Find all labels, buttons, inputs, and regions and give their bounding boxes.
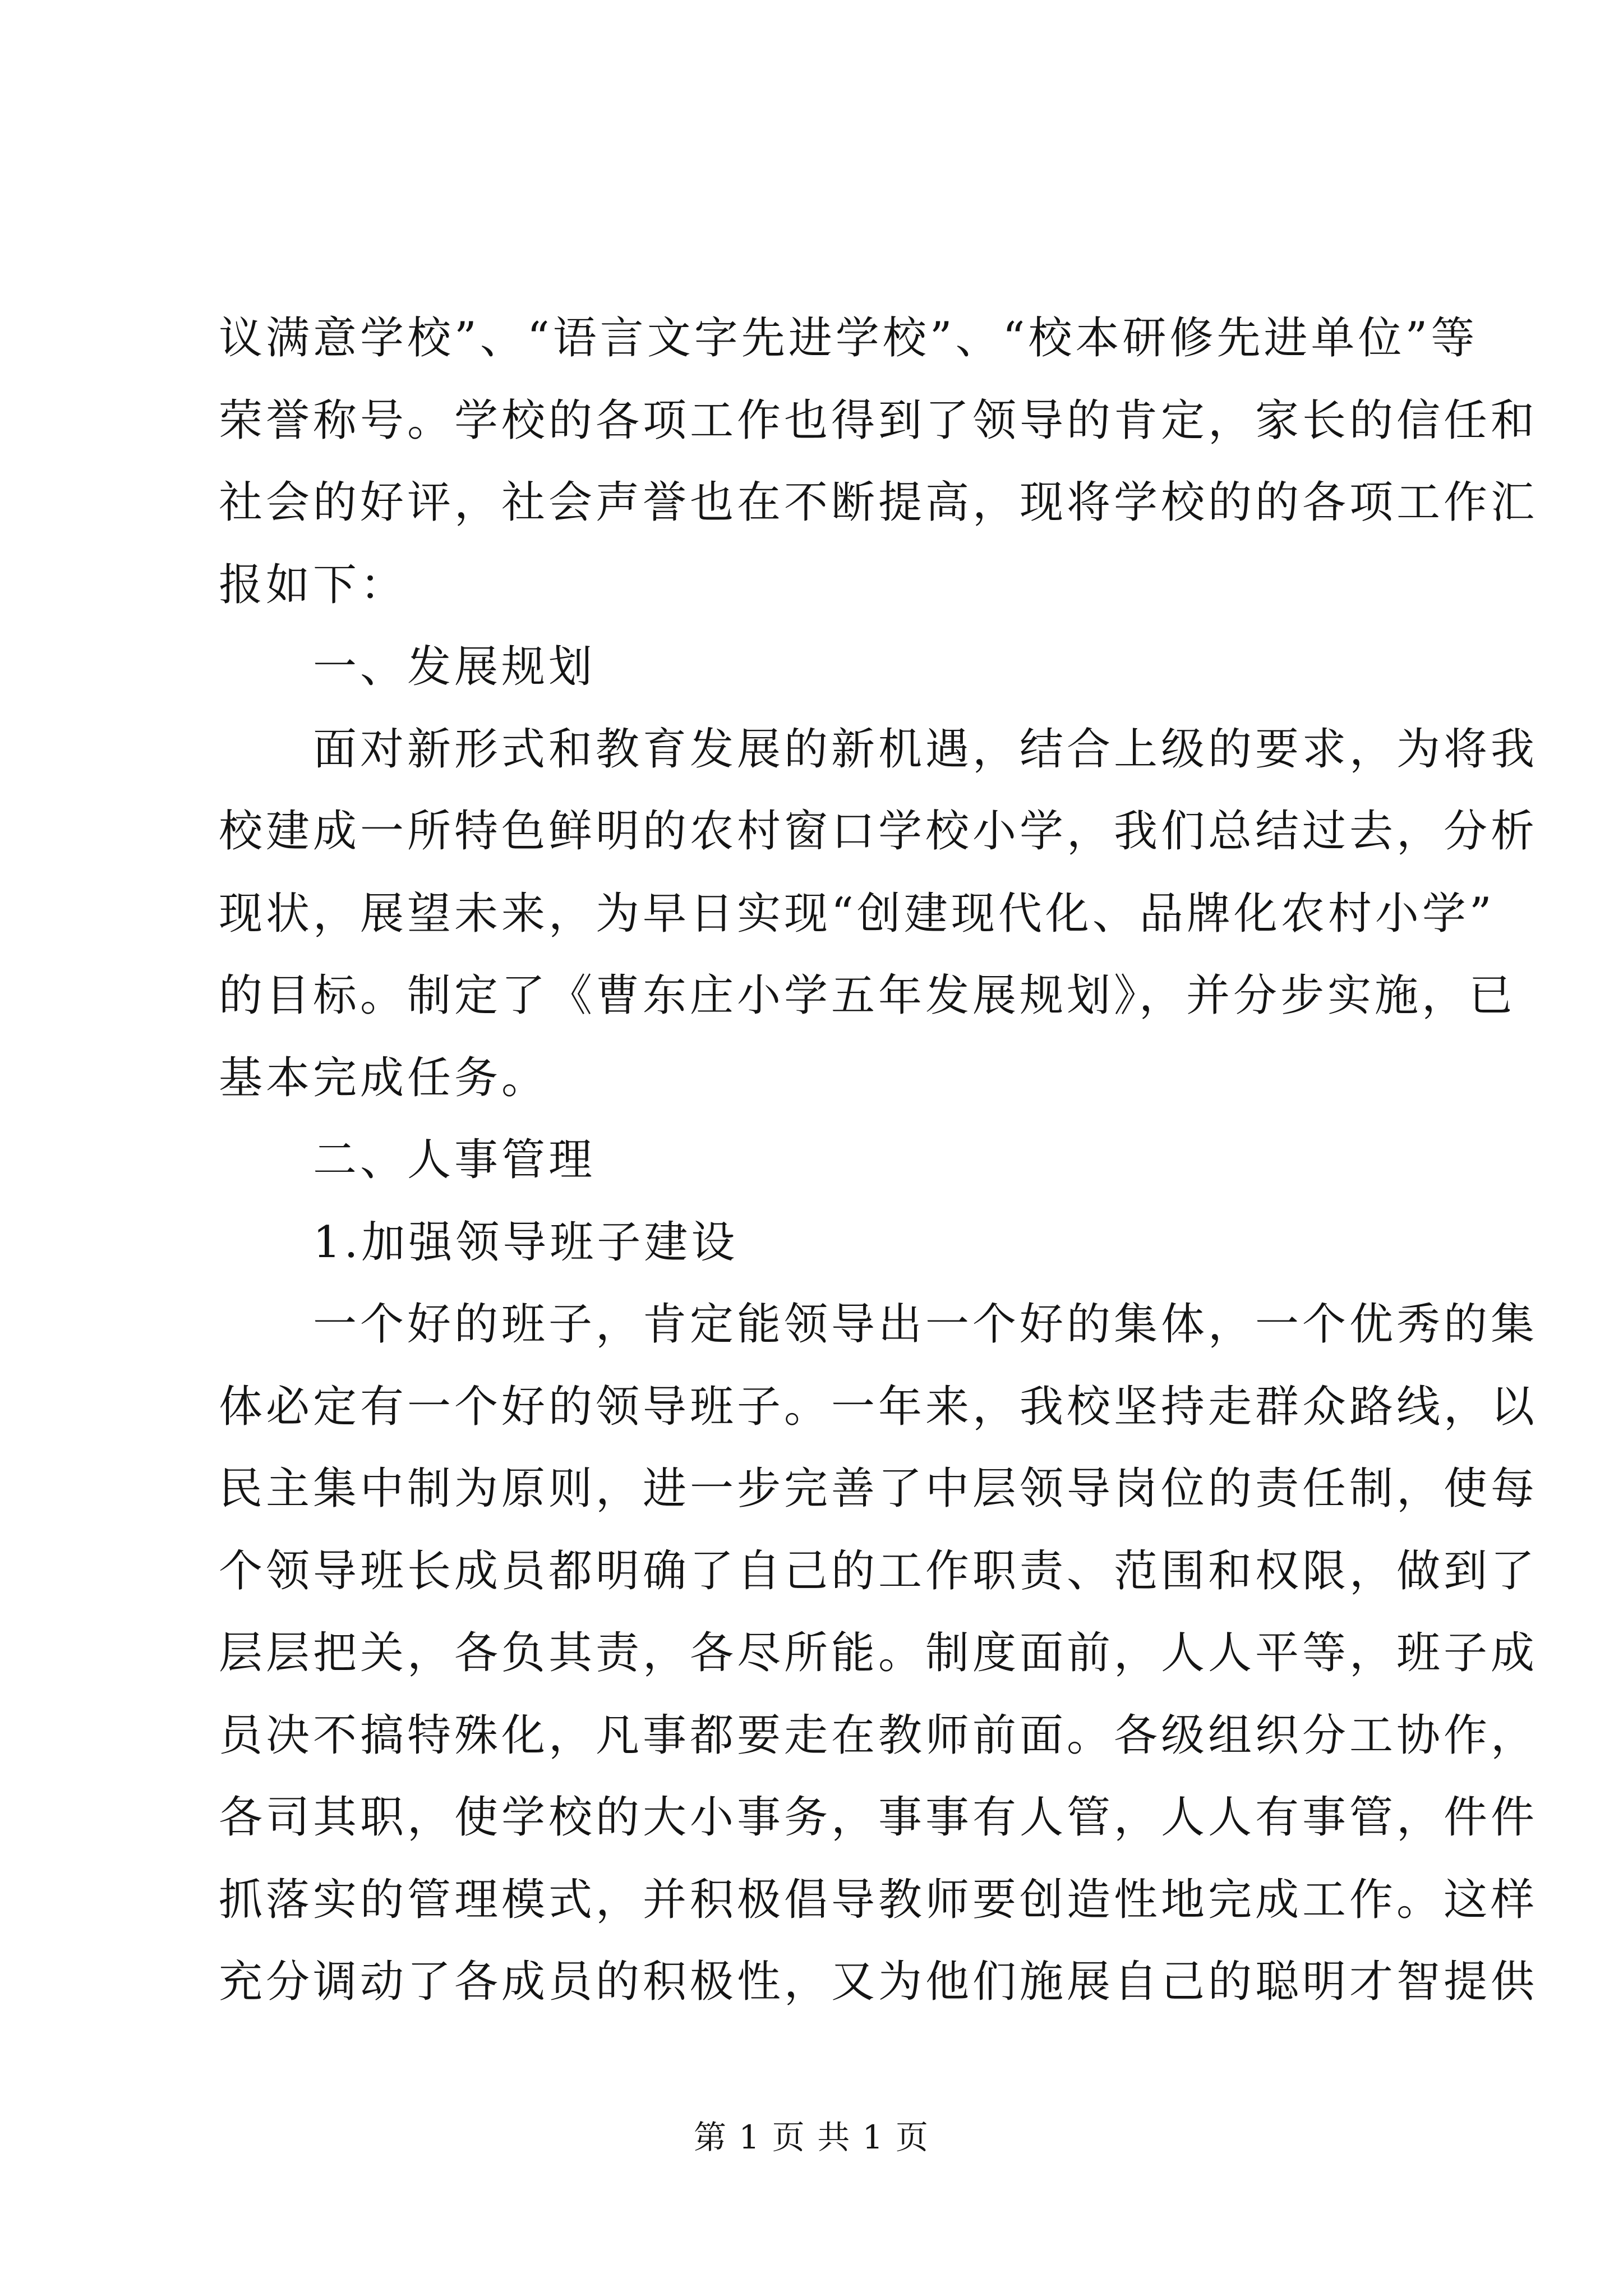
text-line: 议满意学校”、“语言文字先进学校”、“校本研修先进单位”等 (219, 313, 1478, 364)
page-number: 第 1 页 共 1 页 (694, 2118, 929, 2156)
text-line: 荣誉称号。学校的各项工作也得到了领导的肯定，家长的信任和 (219, 395, 1538, 446)
text-line: 个领导班长成员都明确了自己的工作职责、范围和权限，做到了 (219, 1545, 1538, 1596)
heading-text: 1.加强领导班子建设 (313, 1217, 739, 1268)
text-line: 充分调动了各成员的积极性，又为他们施展自己的聪明才智提供 (219, 1957, 1538, 2007)
page-footer (0, 2115, 1623, 2160)
section-heading-personnel (219, 1119, 1416, 1202)
paragraph-leadership (219, 1283, 1538, 2023)
text-line: 抓落实的管理模式，并积极倡导教师要创造性地完成工作。这样 (219, 1874, 1538, 1925)
text-line: 基本完成任务。 (219, 1052, 549, 1103)
text-line: 层层把关，各负其责，各尽所能。制度面前，人人平等，班子成 (219, 1628, 1538, 1678)
text-line: 员决不搞特殊化，凡事都要走在教师前面。各级组织分工协作， (219, 1710, 1538, 1761)
text-line: 报如下： (219, 559, 408, 610)
text-line: 社会的好评，社会声誉也在不断提高，现将学校的的各项工作汇 (219, 477, 1538, 528)
text-line: 体必定有一个好的领导班子。一年来，我校坚持走群众路线，以 (219, 1381, 1538, 1432)
heading-text: 一、发展规划 (313, 642, 596, 692)
paragraph-intro (219, 297, 1538, 626)
section-heading-development-plan (219, 626, 1416, 708)
text-line: 一个好的班子，肯定能领导出一个好的集体，一个优秀的集 (313, 1299, 1538, 1350)
text-line: 校建成一所特色鲜明的农村窗口学校小学，我们总结过去，分析 (219, 806, 1538, 857)
text-line: 面对新形式和教育发展的新机遇，结合上级的要求，为将我 (313, 724, 1538, 775)
paragraph-development-plan (219, 708, 1538, 1120)
text-line: 各司其职，使学校的大小事务，事事有人管，人人有事管，件件 (219, 1792, 1538, 1843)
document-body (219, 297, 1538, 2023)
subsection-heading-leadership (219, 1202, 1416, 1284)
heading-text: 二、人事管理 (313, 1135, 596, 1185)
text-line: 民主集中制为原则，进一步完善了中层领导岗位的责任制，使每 (219, 1464, 1538, 1514)
text-line: 的目标。制定了《曹东庄小学五年发展规划》，并分步实施，已 (219, 970, 1516, 1021)
text-line: 现状，展望未来，为早日实现“创建现代化、品牌化农村小学” (219, 888, 1495, 939)
